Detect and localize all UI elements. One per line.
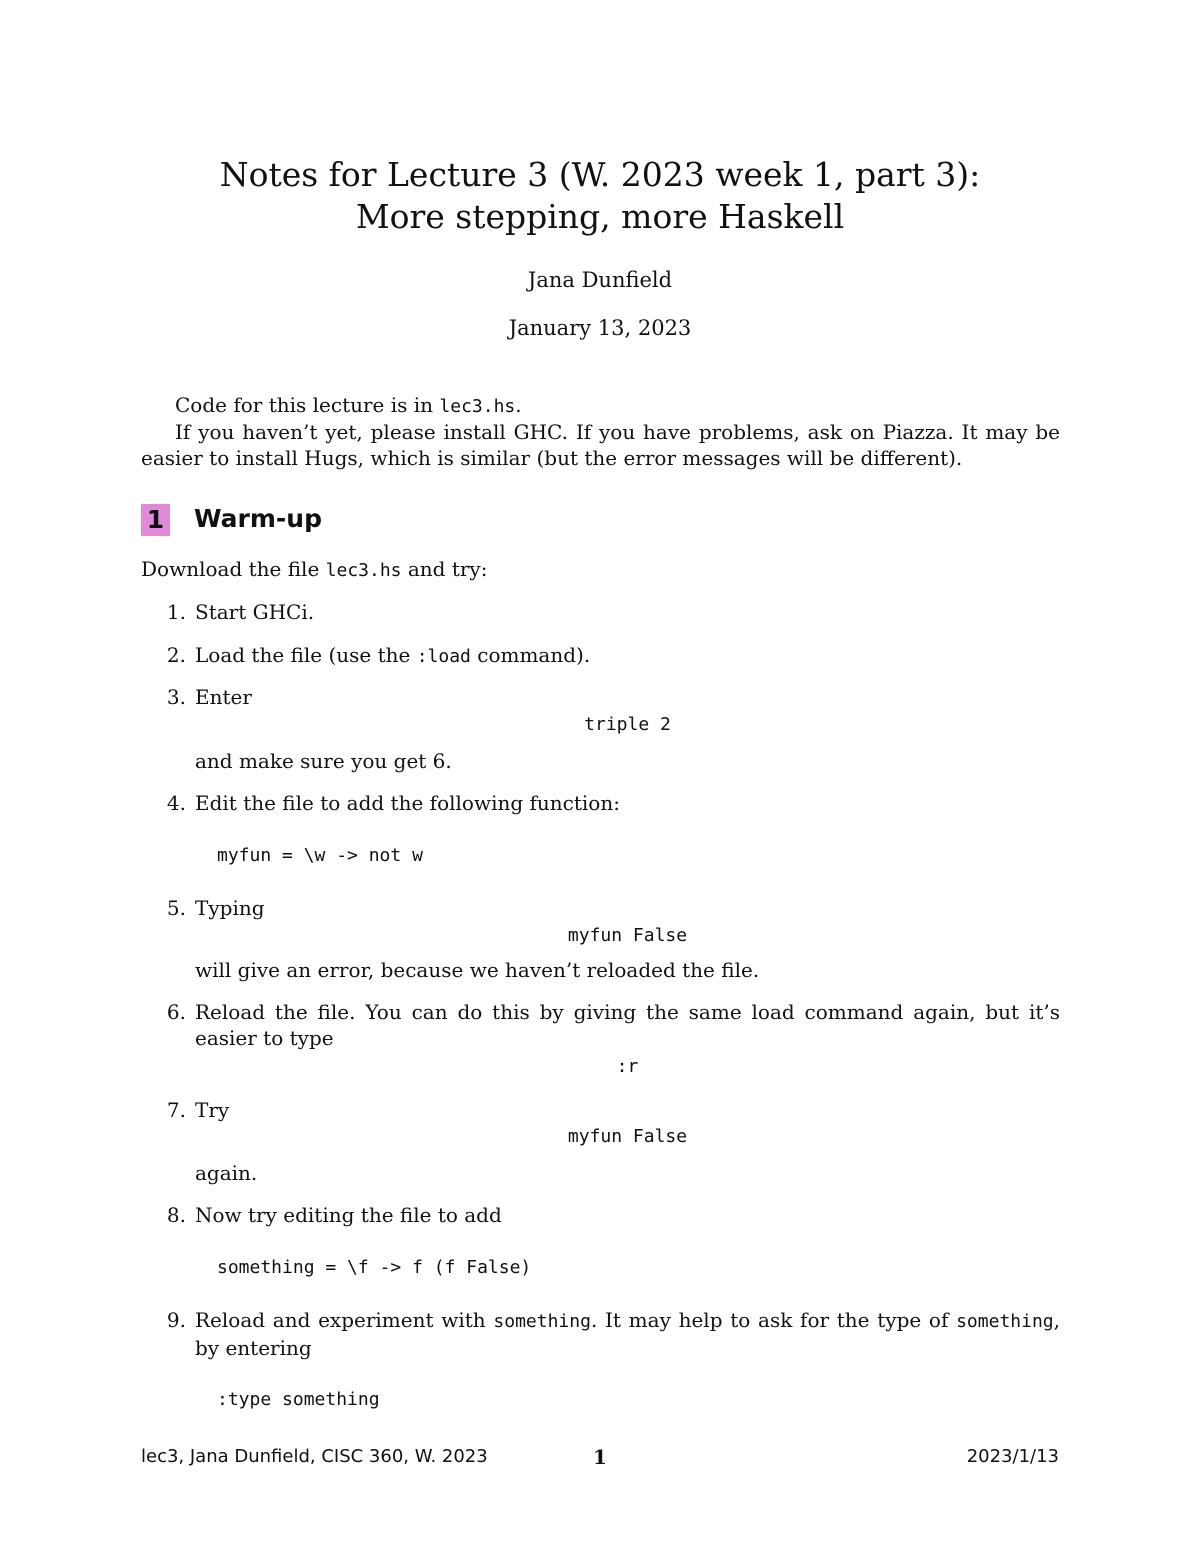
intro-p1-suffix: .: [515, 393, 522, 417]
intro-p1-prefix: Code for this lecture is in: [175, 393, 440, 417]
section-lead: [141, 556, 1060, 584]
list-item-continuation: will give an error, because we haven’t reloaded the file.: [195, 958, 760, 982]
page-number: 1: [593, 1445, 607, 1469]
section-number: 1: [141, 504, 170, 536]
list-item-number: 6.: [166, 1000, 186, 1024]
display-code: :r: [616, 1056, 639, 1077]
step9-code: something: [493, 1311, 591, 1332]
step9-code-2: something: [956, 1311, 1054, 1332]
step9-mid: . It may help to ask for the type of: [590, 1308, 957, 1332]
author: Jana Dunfield: [527, 268, 673, 292]
list-item-number: 3.: [166, 685, 186, 709]
list-item-number: 8.: [166, 1203, 186, 1227]
code-block: myfun = \w -> not w: [217, 845, 423, 866]
list-item-text: [195, 1307, 1060, 1361]
list-item-text: Edit the file to add the following function:: [195, 791, 620, 815]
step2-code: :load: [416, 646, 471, 667]
code-block: something = \f -> f (f False): [217, 1257, 532, 1278]
lead-prefix: Download the file: [141, 557, 326, 581]
list-item-number: 1.: [166, 600, 186, 624]
list-item-text: Enter: [195, 685, 252, 709]
list-item-continuation: again.: [195, 1161, 258, 1185]
list-item-text: Start GHCi.: [195, 600, 315, 624]
list-item-number: 5.: [166, 896, 186, 920]
section-title: Warm-up: [194, 504, 323, 533]
footer-left: lec3, Jana Dunfield, CISC 360, W. 2023: [141, 1446, 488, 1467]
intro-paragraph-2: If you haven’t yet, please install GHC. If you have problems, ask on Piazza. It may be easier to install Hugs, which is similar (but the error messages will be different).: [141, 420, 1060, 470]
list-item-continuation: and make sure you get 6.: [195, 749, 452, 773]
step9-post: , by entering: [195, 1308, 1060, 1360]
date: January 13, 2023: [508, 316, 692, 340]
display-code: myfun False: [567, 925, 688, 946]
footer-date: 2023/1/13: [966, 1446, 1059, 1467]
lead-code: lec3.hs: [325, 560, 402, 581]
list-item-text: Try: [195, 1098, 230, 1122]
list-item-text: Typing: [195, 896, 265, 920]
list-item-number: 9.: [166, 1308, 186, 1332]
intro-p1-code: lec3.hs: [439, 396, 516, 417]
intro-paragraph-1: [141, 392, 1060, 420]
lead-suffix: and try:: [401, 557, 488, 581]
title-line-2: More stepping, more Haskell: [355, 197, 845, 236]
step2-post: command).: [470, 643, 591, 667]
list-item-number: 4.: [166, 791, 186, 815]
list-item-text: Reload the file. You can do this by giving the same load command again, but it’s easier to type: [195, 1000, 1060, 1050]
list-item-number: 7.: [166, 1098, 186, 1122]
list-item-text: Now try editing the file to add: [195, 1203, 502, 1227]
code-block: :type something: [217, 1389, 380, 1410]
step2-pre: Load the file (use the: [195, 643, 417, 667]
list-item-number: 2.: [166, 643, 186, 667]
title-line-1: Notes for Lecture 3 (W. 2023 week 1, part 3):: [219, 155, 981, 194]
list-item-text: [195, 642, 1060, 670]
step9-pre: Reload and experiment with: [195, 1308, 494, 1332]
display-code: myfun False: [567, 1126, 688, 1147]
display-code: triple 2: [584, 714, 671, 735]
